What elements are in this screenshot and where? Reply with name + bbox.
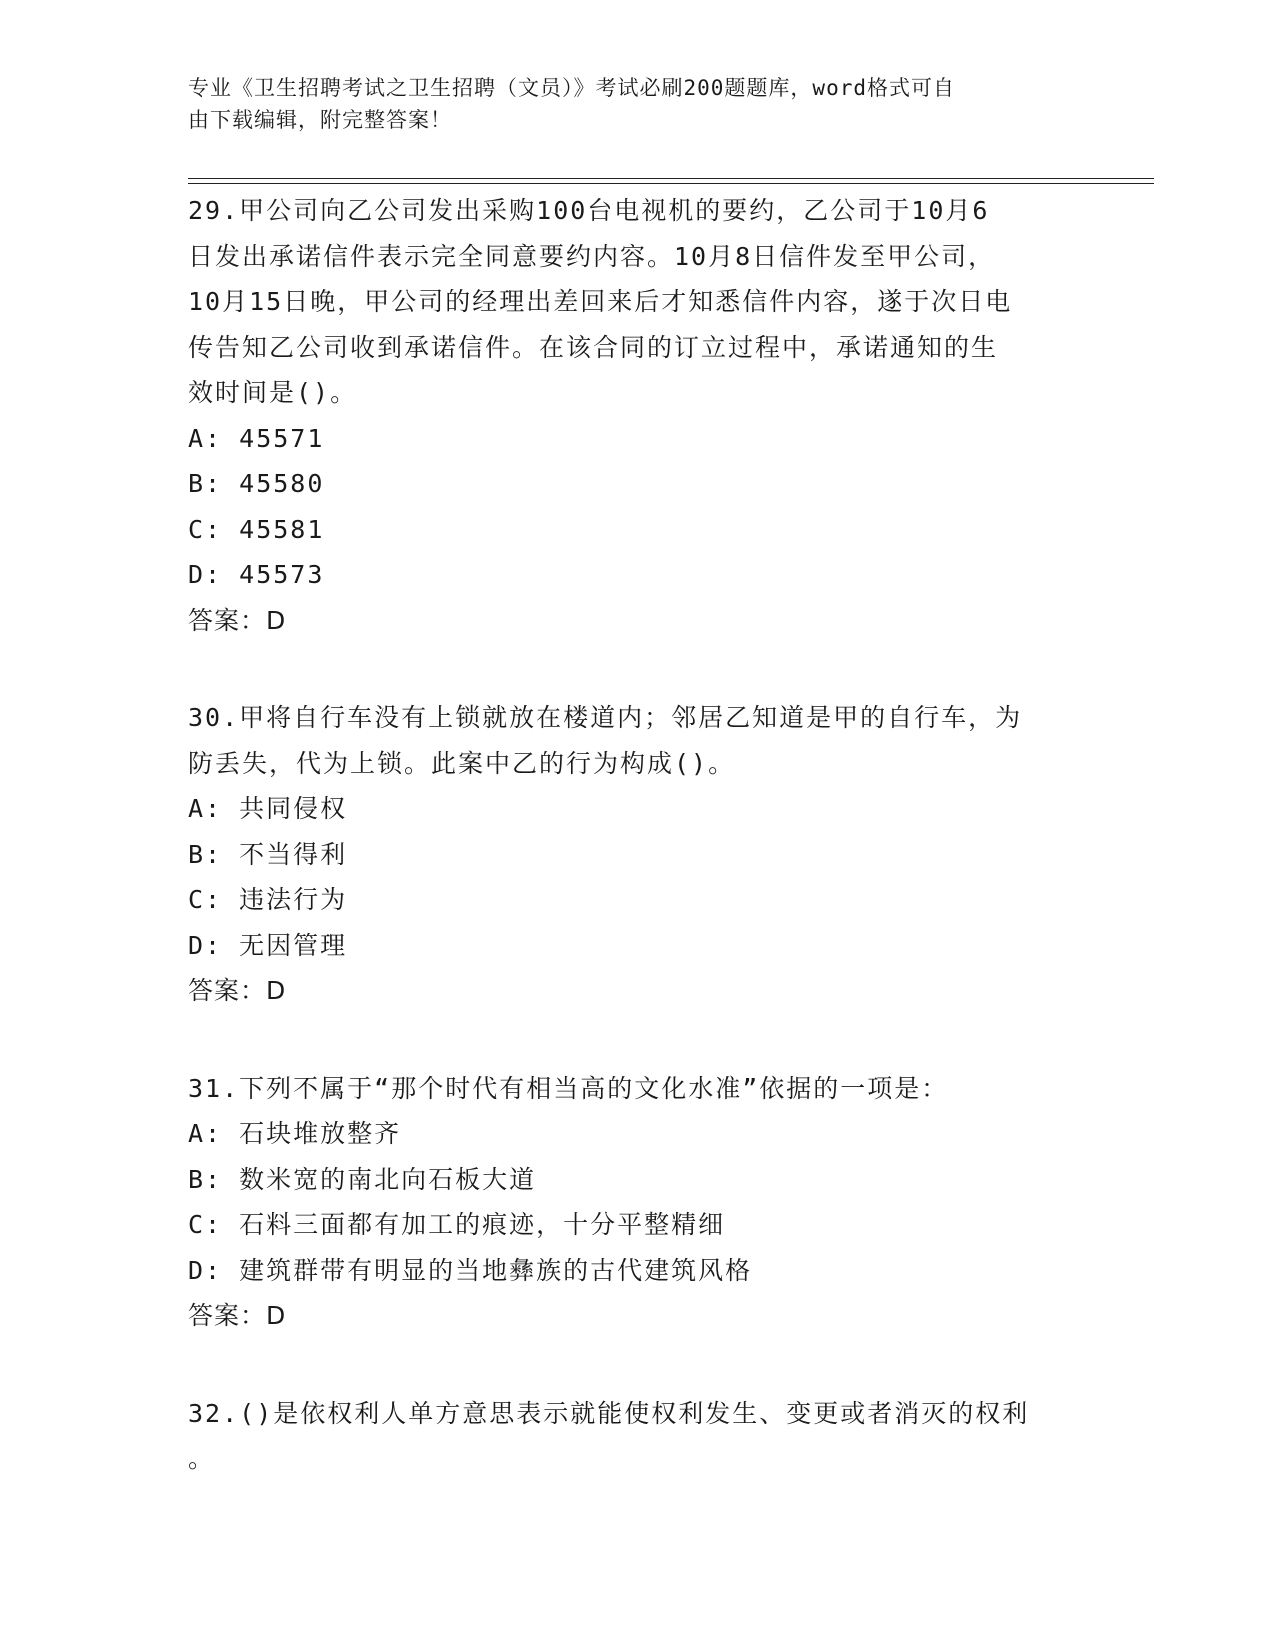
stem-line: 效时间是()。	[188, 378, 358, 407]
stem-line: 10月15日晚，甲公司的经理出差回来后才知悉信件内容，遂于次日电	[188, 287, 1013, 316]
option-b: B: 数米宽的南北向石板大道	[188, 1164, 537, 1194]
stem-line: 。	[188, 1444, 216, 1473]
option-c: C: 违法行为	[188, 885, 348, 914]
option-d: D: 无因管理	[188, 930, 348, 960]
option-d: D: 45573	[188, 560, 325, 589]
header-line: 专业《卫生招聘考试之卫生招聘（文员）》考试必刷200题题库，word格式可自	[188, 76, 955, 100]
answer-line: 答案：D	[188, 976, 287, 1005]
stem-line: 防丢失，代为上锁。此案中乙的行为构成()。	[188, 748, 736, 778]
questions-list	[188, 188, 1088, 1482]
stem-line: 29.甲公司向乙公司发出采购100台电视机的要约，乙公司于10月6	[188, 196, 990, 225]
option-a: A: 45571	[188, 423, 325, 453]
question-30	[188, 695, 1088, 1014]
question-spacer	[188, 643, 1088, 695]
question-32	[188, 1391, 1088, 1482]
question-stem	[188, 1066, 1088, 1112]
stem-line: 30.甲将自行车没有上锁就放在楼道内；邻居乙知道是甲的自行车，为	[188, 703, 1023, 732]
question-spacer	[188, 1014, 1088, 1066]
stem-line: 传告知乙公司收到承诺信件。在该合同的订立过程中，承诺通知的生	[188, 332, 999, 362]
question-spacer	[188, 1339, 1088, 1391]
header-divider	[188, 183, 1154, 184]
question-stem	[188, 695, 1088, 786]
option-c: C: 45581	[188, 514, 325, 544]
question-stem	[188, 1391, 1088, 1482]
answer-line: 答案：D	[188, 1301, 287, 1330]
option-a: A: 石块堆放整齐	[188, 1119, 402, 1148]
answer-line: 答案：D	[188, 605, 287, 635]
question-stem	[188, 188, 1088, 416]
option-d: D: 建筑群带有明显的当地彝族的古代建筑风格	[188, 1255, 753, 1285]
document-header	[188, 72, 1068, 136]
question-31	[188, 1066, 1088, 1339]
stem-line: 31.下列不属于“那个时代有相当高的文化水准”依据的一项是：	[188, 1073, 949, 1103]
stem-line: 32.()是依权利人单方意思表示就能使权利发生、变更或者消灭的权利	[188, 1398, 1030, 1428]
option-b: B: 不当得利	[188, 839, 348, 869]
stem-line: 日发出承诺信件表示完全同意要约内容。10月8日信件发至甲公司，	[188, 241, 996, 271]
option-c: C: 石料三面都有加工的痕迹，十分平整精细	[188, 1210, 726, 1239]
option-a: A: 共同侵权	[188, 794, 348, 823]
header-line: 由下载编辑，附完整答案！	[188, 108, 452, 132]
option-b: B: 45580	[188, 469, 325, 498]
header-divider	[188, 178, 1154, 179]
question-29	[188, 188, 1088, 643]
